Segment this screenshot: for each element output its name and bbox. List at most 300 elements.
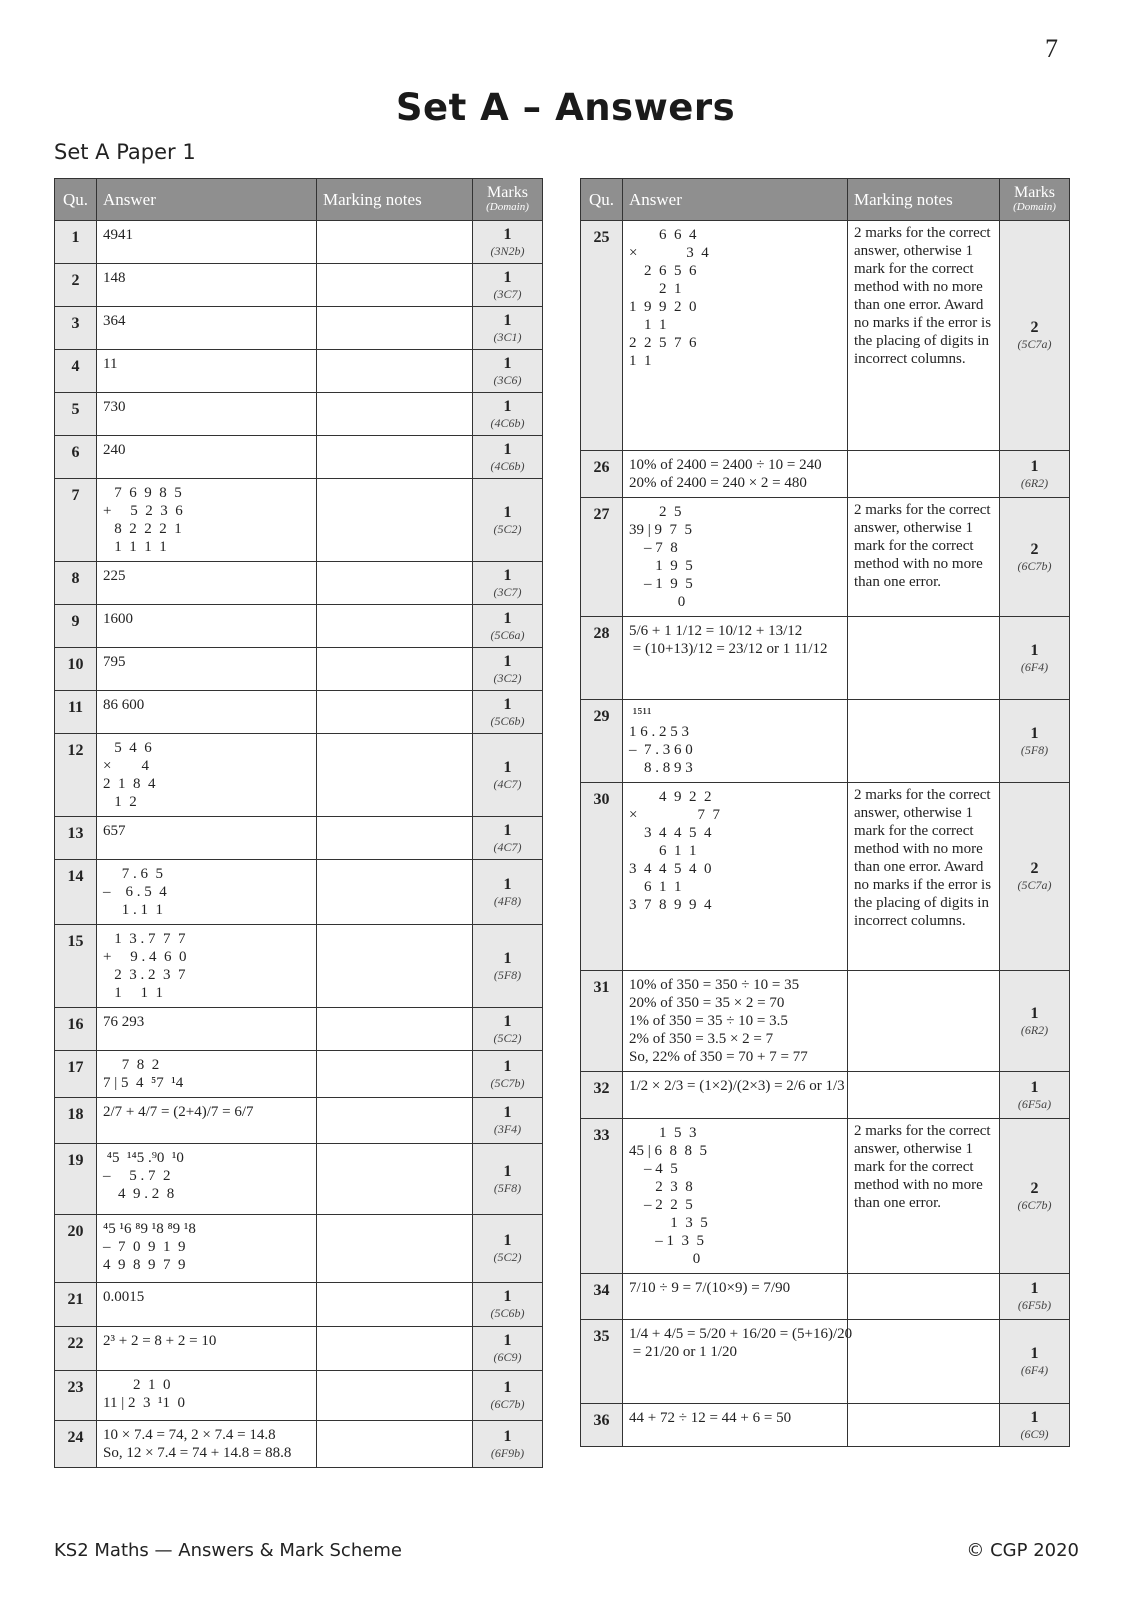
question-number: 32 bbox=[581, 1072, 623, 1119]
marks-cell bbox=[1000, 783, 1070, 971]
paper-subtitle: Set A Paper 1 bbox=[54, 140, 196, 164]
marking-notes bbox=[317, 479, 473, 562]
answer-cell bbox=[97, 1144, 317, 1215]
answer-cell bbox=[623, 1072, 848, 1119]
answer-cell bbox=[623, 1274, 848, 1320]
table-row bbox=[55, 393, 543, 436]
answer-text: 1/4 + 4/5 = 5/20 + 16/20 = (5+16)/20 = 21/20 or 1 1/20 bbox=[629, 1326, 853, 1360]
question-number: 12 bbox=[55, 734, 97, 817]
marks-value: 1 bbox=[1030, 1408, 1039, 1426]
answer-cell bbox=[97, 307, 317, 350]
answer-cell bbox=[623, 1320, 853, 1404]
answer-text: 240 bbox=[103, 442, 126, 458]
domain-code: (5C7b) bbox=[490, 1075, 525, 1090]
table-row bbox=[55, 1215, 543, 1283]
marking-notes bbox=[848, 700, 1000, 783]
domain-code: (3C2) bbox=[493, 670, 522, 685]
marks-cell bbox=[1000, 221, 1070, 451]
table-row bbox=[55, 479, 543, 562]
domain-code: (5C6b) bbox=[490, 1306, 525, 1320]
marking-notes bbox=[317, 1051, 473, 1098]
answer-text: 2/7 + 4/7 = (2+4)/7 = 6/7 bbox=[103, 1104, 254, 1120]
table-row bbox=[55, 860, 543, 925]
marks-value: 1 bbox=[503, 397, 512, 415]
domain-code: (5F8) bbox=[493, 967, 522, 982]
marking-notes: 2 marks for the correct answer, otherwise 1 mark for the correct method with no more than one error. Award no marks if the error is the placing of digits in incorrect columns. bbox=[848, 783, 1000, 971]
marks-value: 1 bbox=[1030, 1345, 1039, 1362]
marks-value: 1 bbox=[503, 1379, 512, 1396]
answer-text: 2 1 0 11 | 2 3 ¹1 0 bbox=[103, 1377, 185, 1411]
answers-table-left bbox=[54, 178, 543, 1468]
answer-cell bbox=[623, 971, 848, 1072]
table-row bbox=[581, 221, 1070, 451]
marks-cell bbox=[1000, 700, 1070, 783]
domain-code: (3C6) bbox=[493, 372, 522, 387]
domain-code: (4C6b) bbox=[490, 415, 525, 430]
marks-value: 1 bbox=[1030, 641, 1039, 659]
question-number: 1 bbox=[55, 221, 97, 264]
marks-cell bbox=[473, 1327, 543, 1371]
domain-code: (6F5b) bbox=[1017, 1298, 1052, 1312]
marks-cell bbox=[1000, 971, 1070, 1072]
question-number: 4 bbox=[55, 350, 97, 393]
marks-value: 1 bbox=[503, 503, 512, 521]
question-number: 17 bbox=[55, 1051, 97, 1098]
table-row bbox=[55, 734, 543, 817]
marks-cell bbox=[1000, 1320, 1070, 1404]
domain-code: (6C9) bbox=[493, 1350, 522, 1364]
answer-text: 5 4 6 × 4 2 1 8 4 1 2 bbox=[103, 740, 156, 810]
answer-text: 76 293 bbox=[103, 1014, 145, 1030]
marks-cell bbox=[1000, 451, 1070, 498]
marking-notes bbox=[317, 436, 473, 479]
question-number: 35 bbox=[581, 1320, 623, 1404]
answer-cell bbox=[97, 436, 317, 479]
table-row bbox=[55, 817, 543, 860]
marking-notes: 2 marks for the correct answer, otherwise 1 mark for the correct method with no more than one error. bbox=[848, 498, 1000, 617]
marks-value: 1 bbox=[503, 1332, 512, 1349]
marks-cell bbox=[1000, 1072, 1070, 1119]
header-qu: Qu. bbox=[581, 179, 623, 221]
question-number: 10 bbox=[55, 648, 97, 691]
answer-text: 44 + 72 ÷ 12 = 44 + 6 = 50 bbox=[629, 1410, 792, 1426]
domain-code: (4C6b) bbox=[490, 458, 525, 473]
answer-cell bbox=[97, 479, 317, 562]
domain-code: (5C7a) bbox=[1017, 878, 1052, 892]
marks-cell bbox=[473, 1008, 543, 1051]
marks-cell bbox=[473, 221, 543, 264]
marks-cell bbox=[473, 734, 543, 817]
question-number: 18 bbox=[55, 1098, 97, 1144]
table-row bbox=[581, 1320, 1070, 1404]
marking-notes bbox=[848, 1072, 1000, 1119]
answer-cell bbox=[97, 1371, 317, 1421]
answer-cell bbox=[97, 1215, 317, 1283]
marks-value: 1 bbox=[503, 821, 512, 839]
answer-cell bbox=[97, 221, 317, 264]
question-number: 3 bbox=[55, 307, 97, 350]
question-number: 14 bbox=[55, 860, 97, 925]
header-answer: Answer bbox=[97, 179, 317, 221]
marks-cell bbox=[473, 648, 543, 691]
marks-value: 1 bbox=[503, 875, 512, 893]
answer-text: 795 bbox=[103, 654, 126, 670]
marks-value: 1 bbox=[503, 1012, 512, 1030]
table-row bbox=[55, 1283, 543, 1327]
marks-value: 1 bbox=[503, 1162, 512, 1180]
table-row bbox=[581, 1274, 1070, 1320]
footer-right: © CGP 2020 bbox=[966, 1540, 1079, 1561]
answer-cell bbox=[623, 1404, 848, 1447]
marks-value: 1 bbox=[503, 1288, 512, 1305]
answer-text: 10 × 7.4 = 74, 2 × 7.4 = 14.8 So, 12 × 7.4 = 74 + 14.8 = 88.8 bbox=[103, 1427, 292, 1461]
marks-cell bbox=[1000, 498, 1070, 617]
answer-text: 7 8 2 7 | 5 4 ⁵7 ¹4 bbox=[103, 1057, 184, 1091]
marks-value: 1 bbox=[503, 268, 512, 286]
marks-cell bbox=[473, 479, 543, 562]
question-number: 21 bbox=[55, 1283, 97, 1327]
answer-cell bbox=[97, 1421, 317, 1468]
marks-value: 1 bbox=[1030, 457, 1039, 475]
marks-value: 1 bbox=[503, 566, 512, 584]
domain-code: (5C2) bbox=[493, 521, 522, 536]
question-number: 36 bbox=[581, 1404, 623, 1447]
answer-cell bbox=[623, 1119, 848, 1274]
table-header-row bbox=[581, 179, 1070, 221]
marks-value: 1 bbox=[503, 652, 512, 670]
marks-value: 1 bbox=[503, 1427, 512, 1445]
answer-text: 1600 bbox=[103, 611, 133, 627]
table-row bbox=[581, 1404, 1070, 1447]
table-row bbox=[581, 971, 1070, 1072]
table-row bbox=[55, 307, 543, 350]
answer-text: 6 6 4 × 3 4 2 6 5 6 2 1 1 9 9 2 0 1 1 2 2 5 7 6 1 1 bbox=[629, 227, 709, 369]
header-domain-label: (Domain) bbox=[1013, 200, 1056, 213]
answer-cell bbox=[97, 691, 317, 734]
table-row bbox=[55, 605, 543, 648]
table-row bbox=[581, 1072, 1070, 1119]
domain-code: (6C7b) bbox=[490, 1397, 525, 1411]
marking-notes bbox=[317, 734, 473, 817]
header-notes: Marking notes bbox=[848, 179, 1000, 221]
domain-code: (5F8) bbox=[493, 1180, 522, 1195]
table-row bbox=[581, 498, 1070, 617]
marks-value: 1 bbox=[1030, 1004, 1039, 1022]
marks-cell bbox=[473, 307, 543, 350]
marks-value: 1 bbox=[503, 609, 512, 627]
table-row bbox=[581, 451, 1070, 498]
marking-notes: 2 marks for the correct answer, otherwise 1 mark for the correct method with no more than one error. Award no marks if the error is the placing of digits in incorrect columns. bbox=[848, 221, 1000, 451]
question-number: 6 bbox=[55, 436, 97, 479]
table-row bbox=[55, 648, 543, 691]
answer-cell bbox=[97, 860, 317, 925]
domain-code: (6R2) bbox=[1020, 475, 1049, 490]
marking-notes bbox=[317, 605, 473, 648]
question-number: 5 bbox=[55, 393, 97, 436]
domain-code: (5C6a) bbox=[490, 627, 525, 642]
domain-code: (4F8) bbox=[493, 893, 522, 908]
answer-text: 148 bbox=[103, 270, 126, 286]
table-row bbox=[581, 1119, 1070, 1274]
answer-text: 5/6 + 1 1/12 = 10/12 + 13/12 = (10+13)/12 = 23/12 or 1 11/12 bbox=[629, 623, 828, 657]
answer-text: 7 6 9 8 5 + 5 2 3 6 8 2 2 2 1 1 1 1 1 bbox=[103, 485, 183, 555]
marks-cell bbox=[473, 1098, 543, 1144]
header-answer: Answer bbox=[623, 179, 848, 221]
marks-value: 2 bbox=[1030, 540, 1039, 558]
answer-text: 86 600 bbox=[103, 697, 145, 713]
marking-notes bbox=[848, 617, 1000, 700]
question-number: 29 bbox=[581, 700, 623, 783]
marks-cell bbox=[473, 1371, 543, 1421]
marking-notes bbox=[317, 817, 473, 860]
marks-value: 1 bbox=[503, 311, 512, 329]
answer-cell bbox=[97, 817, 317, 860]
marking-notes: 2 marks for the correct answer, otherwise 1 mark for the correct method with no more than one error. bbox=[848, 1119, 1000, 1274]
marking-notes bbox=[317, 562, 473, 605]
table-row bbox=[581, 617, 1070, 700]
answer-cell bbox=[623, 451, 848, 498]
marking-notes bbox=[848, 1320, 1000, 1404]
marks-cell bbox=[473, 860, 543, 925]
marking-notes bbox=[317, 1327, 473, 1371]
marking-notes bbox=[317, 691, 473, 734]
answer-cell bbox=[97, 264, 317, 307]
marks-value: 2 bbox=[1030, 860, 1039, 877]
header-marks-label: Marks bbox=[487, 183, 528, 201]
table-row bbox=[55, 691, 543, 734]
marks-cell bbox=[473, 817, 543, 860]
marks-value: 1 bbox=[503, 1104, 512, 1121]
table-row bbox=[55, 264, 543, 307]
marks-value: 1 bbox=[503, 354, 512, 372]
header-notes: Marking notes bbox=[317, 179, 473, 221]
domain-code: (3C7) bbox=[493, 286, 522, 301]
domain-code: (6F4) bbox=[1020, 1363, 1049, 1377]
answer-text: 730 bbox=[103, 399, 126, 415]
answer-cell bbox=[623, 700, 848, 783]
marking-notes bbox=[317, 393, 473, 436]
domain-code: (5C7a) bbox=[1017, 337, 1052, 351]
domain-code: (5F8) bbox=[1020, 742, 1049, 757]
marking-notes bbox=[317, 264, 473, 307]
marking-notes bbox=[317, 1371, 473, 1421]
table-row bbox=[55, 221, 543, 264]
marking-notes bbox=[317, 307, 473, 350]
domain-code: (6F4) bbox=[1020, 659, 1049, 674]
question-number: 11 bbox=[55, 691, 97, 734]
answer-text: 225 bbox=[103, 568, 126, 584]
marks-cell bbox=[473, 562, 543, 605]
marking-notes bbox=[317, 925, 473, 1008]
table-row bbox=[581, 700, 1070, 783]
answer-cell bbox=[97, 1327, 317, 1371]
question-number: 19 bbox=[55, 1144, 97, 1215]
answer-text: 11 bbox=[103, 356, 118, 372]
table-row bbox=[55, 1008, 543, 1051]
marking-notes bbox=[317, 648, 473, 691]
table-row bbox=[55, 1051, 543, 1098]
marking-notes bbox=[317, 1098, 473, 1144]
table-row bbox=[581, 783, 1070, 971]
marks-cell bbox=[473, 691, 543, 734]
marks-value: 1 bbox=[1030, 1280, 1039, 1297]
question-number: 25 bbox=[581, 221, 623, 451]
domain-code: (6C9) bbox=[1020, 1426, 1049, 1441]
question-number: 23 bbox=[55, 1371, 97, 1421]
domain-code: (6F5a) bbox=[1017, 1096, 1052, 1111]
marks-cell bbox=[1000, 1274, 1070, 1320]
answer-text: ⁴5 ¹⁴5 .⁹0 ¹0 – 5 . 7 2 4 9 . 2 8 bbox=[103, 1150, 184, 1202]
answer-text: 10% of 2400 = 2400 ÷ 10 = 240 20% of 2400 = 240 × 2 = 480 bbox=[629, 457, 822, 491]
marks-value: 1 bbox=[1030, 724, 1039, 742]
question-number: 30 bbox=[581, 783, 623, 971]
marking-notes bbox=[848, 971, 1000, 1072]
question-number: 24 bbox=[55, 1421, 97, 1468]
marks-cell bbox=[473, 436, 543, 479]
marks-value: 1 bbox=[503, 1232, 512, 1249]
question-number: 8 bbox=[55, 562, 97, 605]
answer-cell bbox=[97, 1051, 317, 1098]
table-row bbox=[55, 562, 543, 605]
marks-value: 1 bbox=[503, 440, 512, 458]
answer-text: 1 3 . 7 7 7 + 9 . 4 6 0 2 3 . 2 3 7 1 1 1 bbox=[103, 931, 187, 1001]
header-domain-label: (Domain) bbox=[486, 200, 529, 213]
question-number: 34 bbox=[581, 1274, 623, 1320]
marks-cell bbox=[473, 1283, 543, 1327]
answer-cell bbox=[97, 605, 317, 648]
marks-value: 1 bbox=[503, 1057, 512, 1075]
footer-left: KS2 Maths — Answers & Mark Scheme bbox=[54, 1540, 402, 1561]
marking-notes bbox=[317, 1008, 473, 1051]
question-number: 31 bbox=[581, 971, 623, 1072]
marking-notes bbox=[317, 1144, 473, 1215]
answer-cell bbox=[97, 562, 317, 605]
answer-text: 364 bbox=[103, 313, 126, 329]
domain-code: (5C2) bbox=[493, 1030, 522, 1045]
question-number: 22 bbox=[55, 1327, 97, 1371]
question-number: 7 bbox=[55, 479, 97, 562]
domain-code: (6C7b) bbox=[1017, 558, 1052, 573]
page-number: 7 bbox=[1045, 34, 1058, 63]
domain-code: (6R2) bbox=[1020, 1022, 1049, 1037]
answer-cell bbox=[97, 648, 317, 691]
marking-notes bbox=[848, 451, 1000, 498]
marks-cell bbox=[1000, 1119, 1070, 1274]
marking-notes bbox=[317, 221, 473, 264]
marks-cell bbox=[473, 393, 543, 436]
marks-value: 1 bbox=[503, 949, 512, 967]
answer-cell bbox=[97, 393, 317, 436]
question-number: 13 bbox=[55, 817, 97, 860]
marks-cell bbox=[473, 1144, 543, 1215]
answer-text: 1/2 × 2/3 = (1×2)/(2×3) = 2/6 or 1/3 bbox=[629, 1078, 845, 1094]
marking-notes bbox=[317, 350, 473, 393]
marks-cell bbox=[1000, 1404, 1070, 1447]
answer-text: 0.0015 bbox=[103, 1289, 145, 1305]
question-number: 2 bbox=[55, 264, 97, 307]
answer-text: ⁴5 ¹6 ⁸9 ¹8 ⁸9 ¹8 – 7 0 9 1 9 4 9 8 9 7 9 bbox=[103, 1221, 196, 1273]
answer-text: 2 5 39 | 9 7 5 – 7 8 1 9 5 – 1 9 5 0 bbox=[629, 504, 693, 610]
answer-cell bbox=[623, 617, 848, 700]
table-row bbox=[55, 1098, 543, 1144]
marks-value: 1 bbox=[503, 695, 512, 713]
question-number: 20 bbox=[55, 1215, 97, 1283]
marks-cell bbox=[1000, 617, 1070, 700]
marks-cell bbox=[473, 605, 543, 648]
table-row bbox=[55, 350, 543, 393]
header-marks-label: Marks bbox=[1014, 183, 1055, 201]
marking-notes bbox=[317, 1421, 473, 1468]
answer-text: 10% of 350 = 350 ÷ 10 = 35 20% of 350 = 35 × 2 = 70 1% of 350 = 35 ÷ 10 = 3.5 2% of 350 = 3.5 × 2 = 7 So, 22% of 350 = 70 + 7 = 77 bbox=[629, 977, 808, 1065]
domain-code: (5C6b) bbox=[490, 713, 525, 728]
question-number: 16 bbox=[55, 1008, 97, 1051]
marking-notes bbox=[848, 1404, 1000, 1447]
table-row bbox=[55, 925, 543, 1008]
header-marks bbox=[1000, 179, 1070, 221]
domain-code: (3C7) bbox=[493, 584, 522, 599]
table-row bbox=[55, 1327, 543, 1371]
question-number: 15 bbox=[55, 925, 97, 1008]
answer-text: 657 bbox=[103, 823, 126, 839]
answer-cell bbox=[97, 1283, 317, 1327]
answer-cell bbox=[97, 350, 317, 393]
domain-code: (6C7b) bbox=[1017, 1197, 1052, 1212]
domain-code: (6F9b) bbox=[490, 1445, 525, 1460]
header-qu: Qu. bbox=[55, 179, 97, 221]
marks-cell bbox=[473, 1215, 543, 1283]
marking-notes bbox=[848, 1274, 1000, 1320]
marks-value: 2 bbox=[1030, 319, 1039, 336]
answer-text: 7/10 ÷ 9 = 7/(10×9) = 7/90 bbox=[629, 1280, 791, 1296]
answer-text: 7 . 6 5 – 6 . 5 4 1 . 1 1 bbox=[103, 866, 167, 918]
answer-cell bbox=[623, 783, 848, 971]
marks-value: 1 bbox=[1030, 1078, 1039, 1096]
question-number: 33 bbox=[581, 1119, 623, 1274]
answer-cell bbox=[97, 925, 317, 1008]
answer-text: 4 9 2 2 × 7 7 3 4 4 5 4 6 1 1 3 4 4 5 4 0 6 1 1 3 7 8 9 9 4 bbox=[629, 789, 720, 913]
marks-cell bbox=[473, 925, 543, 1008]
marks-cell bbox=[473, 1051, 543, 1098]
answer-text: 4941 bbox=[103, 227, 133, 243]
table-row bbox=[55, 436, 543, 479]
marks-cell bbox=[473, 1421, 543, 1468]
question-number: 28 bbox=[581, 617, 623, 700]
table-row bbox=[55, 1371, 543, 1421]
marking-notes bbox=[317, 1215, 473, 1283]
table-row bbox=[55, 1144, 543, 1215]
table-row bbox=[55, 1421, 543, 1468]
table-header-row bbox=[55, 179, 543, 221]
marks-value: 1 bbox=[503, 758, 512, 776]
answer-cell bbox=[97, 734, 317, 817]
domain-code: (3N2b) bbox=[490, 243, 525, 258]
answer-cell bbox=[623, 221, 848, 451]
marks-cell bbox=[473, 264, 543, 307]
marks-value: 1 bbox=[503, 225, 512, 243]
domain-code: (4C7) bbox=[493, 839, 522, 854]
question-number: 26 bbox=[581, 451, 623, 498]
marks-value: 2 bbox=[1030, 1179, 1039, 1197]
header-marks bbox=[473, 179, 543, 221]
page-title: Set A – Answers bbox=[395, 86, 736, 129]
answer-text: 1 5 3 45 | 6 8 8 5 – 4 5 2 3 8 – 2 2 5 1 3 5 – 1 3 5 0 bbox=[629, 1125, 708, 1267]
domain-code: (3C1) bbox=[493, 329, 522, 344]
question-number: 27 bbox=[581, 498, 623, 617]
answer-text: 2³ + 2 = 8 + 2 = 10 bbox=[103, 1333, 217, 1349]
answers-table-right bbox=[580, 178, 1070, 1447]
question-number: 9 bbox=[55, 605, 97, 648]
answer-text: ¹⁵¹¹ 1 6 . 2 5 3 – 7 . 3 6 0 8 . 8 9 3 bbox=[629, 706, 693, 776]
